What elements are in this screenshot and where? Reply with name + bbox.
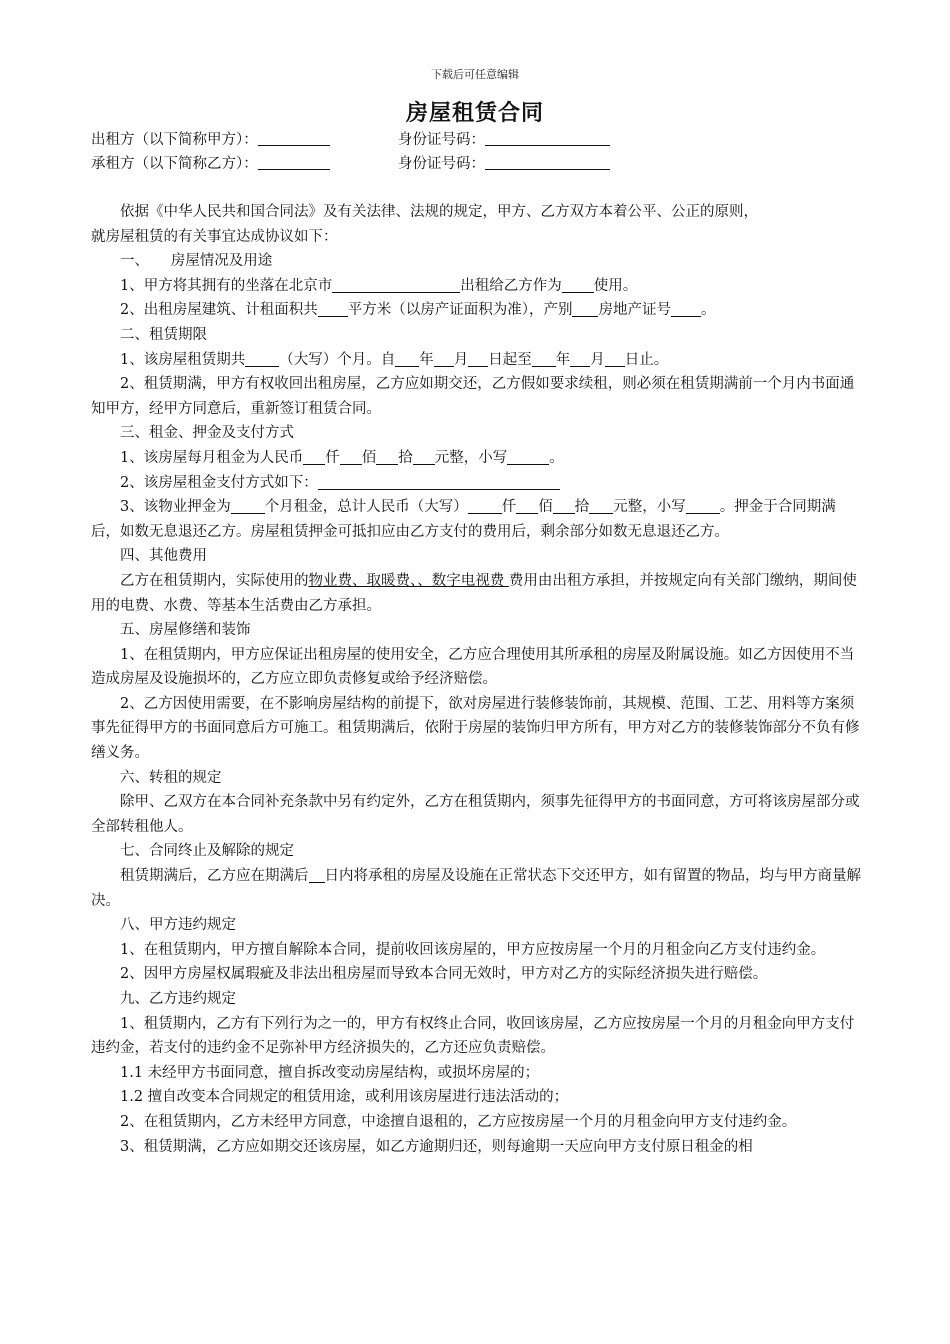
lessee-id-row bbox=[398, 152, 610, 173]
header-note: 下载后可任意编辑 bbox=[431, 68, 519, 81]
lessee-row bbox=[91, 152, 485, 173]
section-3-heading: 三、租金、押金及支付方式 bbox=[120, 425, 294, 442]
section-9-p1: 1、租赁期内，乙方有下列行为之一的，甲方有权终止合同，收回该房屋，乙方应按房屋一个月的月租金向甲方支付违约金，若支付的违约金不足弥补甲方经济损失的，乙方还应负责赔偿。 bbox=[91, 1015, 855, 1057]
lessor-id-label: 身份证号码： bbox=[398, 132, 485, 148]
end-month-blank[interactable] bbox=[570, 351, 590, 367]
rent-thousands-blank[interactable] bbox=[303, 449, 325, 465]
section-9-heading: 九、乙方违约规定 bbox=[120, 991, 236, 1007]
section-3-p3: 3、该物业押金为 个月租金，总计人民币（大写） 仟 佰 拾 元整，小写 。押金于合同期满后，如数无息退还乙方。房屋租赁押金可抵扣应由乙方支付的费用后，剩余部分如数无息退还乙方。 bbox=[91, 499, 836, 540]
area-blank[interactable] bbox=[318, 302, 348, 318]
lessee-label: 承租方（以下简称乙方）： bbox=[91, 156, 258, 172]
section-6-heading: 六、转租的规定 bbox=[120, 769, 222, 786]
deposit-hundreds-blank[interactable] bbox=[516, 499, 538, 515]
deposit-numeric-blank[interactable] bbox=[686, 499, 720, 515]
section-7-p1: 租赁期满后，乙方应在期满后 日内将承租的房屋及设施在正常状态下交还甲方，如有留置的物品，均与甲方商量解决。 bbox=[91, 868, 861, 909]
section-9-p1-1: 1.1 未经甲方书面同意，擅自拆改变动房屋结构，或损坏房屋的； bbox=[120, 1064, 540, 1081]
deposit-tens-blank[interactable] bbox=[553, 499, 575, 515]
section-4-p1: 乙方在租赁期内，实际使用的物业费、取暖费、、数字电视费 费用由出租方承担，并按规定向有关部门缴纳，期间使用的电费、水费、等基本生活费由乙方承担。 bbox=[91, 572, 857, 614]
section-8-p2: 2、因甲方房屋权属瑕疵及非法出租房屋而导致本合同无效时，甲方对乙方的实际经济损失进行赔偿。 bbox=[120, 966, 768, 983]
section-5-p2: 2、乙方因使用需要，在不影响房屋结构的前提下，欲对房屋进行装修装饰前，其规模、范围、工艺、用料等方案须事先征得甲方的书面同意后方可施工。租赁期满后，依附于房屋的装饰归甲方所有，甲方对乙方的装修装饰部分不负有修缮义务。 bbox=[91, 695, 860, 762]
start-month-blank[interactable] bbox=[434, 351, 454, 367]
section-1-heading: 一、 房屋情况及用途 bbox=[120, 253, 273, 270]
lessee-id-label: 身份证号码： bbox=[398, 156, 485, 172]
section-1-p2: 2、出租房屋建筑、计租面积共 平方米（以房产证面积为准），产别 房地产证号 。 bbox=[120, 302, 716, 319]
lessor-id-row bbox=[398, 128, 610, 149]
lessor-row bbox=[91, 128, 485, 149]
lessee-id-blank[interactable] bbox=[485, 155, 610, 171]
preamble-line2: 就房屋租赁的有关事宜达成协议如下： bbox=[91, 228, 338, 245]
lessor-id-blank[interactable] bbox=[485, 131, 610, 147]
section-2-p2: 2、租赁期满，甲方有权收回出租房屋，乙方应如期交还，乙方假如要求续租，则必须在租赁期满前一个月内书面通知甲方，经甲方同意后，重新签订租赁合同。 bbox=[91, 376, 855, 417]
deposit-ones-blank[interactable] bbox=[589, 499, 613, 515]
landlord-fees: 物业费、取暖费、、数字电视费 bbox=[308, 572, 509, 589]
deposit-months-blank[interactable] bbox=[231, 499, 265, 515]
lessor-label: 出租方（以下简称甲方）： bbox=[91, 132, 258, 148]
section-3-p1: 1、该房屋每月租金为人民币 仟 佰 拾 元整，小写 。 bbox=[120, 449, 564, 466]
use-blank[interactable] bbox=[562, 277, 594, 293]
section-3-p2: 2、该房屋租金支付方式如下： bbox=[91, 471, 863, 496]
section-1-p1: 1、甲方将其拥有的坐落在北京市 出租给乙方作为 使用。 bbox=[120, 277, 638, 294]
section-5-p1: 1、在租赁期内，甲方应保证出租房屋的使用安全，乙方应合理使用其所承租的房屋及附属设施。如乙方因使用不当造成房屋及设施损坏的，乙方应立即负责修复或给予经济赔偿。 bbox=[91, 646, 855, 688]
section-9-p2: 2、在租赁期内，乙方未经甲方同意，中途擅自退租的，乙方应按房屋一个月的月租金向甲方支付违约金。 bbox=[120, 1113, 797, 1130]
section-7-heading: 七、合同终止及解除的规定 bbox=[120, 843, 294, 860]
start-year-blank[interactable] bbox=[395, 351, 419, 367]
section-9-p1-2: 1.2 擅自改变本合同规定的租赁用途，或利用该房屋进行违法活动的； bbox=[120, 1089, 569, 1106]
section-2-p1: 1、该房屋租赁期共 （大写）个月。自 年 月 日起至 年 月 日止。 bbox=[120, 351, 669, 368]
term-months-blank[interactable] bbox=[245, 351, 279, 367]
section-8-p1: 1、在租赁期内，甲方擅自解除本合同，提前收回该房屋的，甲方应按房屋一个月的月租金向乙方支付违约金。 bbox=[120, 941, 826, 958]
section-6-p1: 除甲、乙双方在本合同补充条款中另有约定外，乙方在租赁期内，须事先征得甲方的书面同意，方可将该房屋部分或全部转租他人。 bbox=[91, 794, 860, 835]
payment-method-blank[interactable] bbox=[318, 474, 560, 490]
lessor-name-blank[interactable] bbox=[258, 131, 330, 147]
section-9-p3: 3、租赁期满，乙方应如期交还该房屋，如乙方逾期归还，则每逾期一天应向甲方支付原日租金的相 bbox=[120, 1138, 753, 1155]
end-day-blank[interactable] bbox=[605, 351, 625, 367]
preamble-line1: 依据《中华人民共和国合同法》及有关法律、法规的规定，甲方、乙方双方本着公平、公正的原则， bbox=[120, 204, 758, 220]
section-5-heading: 五、房屋修缮和装饰 bbox=[120, 622, 251, 639]
end-year-blank[interactable] bbox=[532, 351, 556, 367]
contract-body bbox=[91, 200, 863, 1159]
certificate-no-blank[interactable] bbox=[671, 302, 701, 318]
rent-tens-blank[interactable] bbox=[376, 449, 398, 465]
return-days-blank[interactable] bbox=[309, 868, 325, 884]
deposit-thousands-blank[interactable] bbox=[468, 499, 502, 515]
page-title: 房屋租赁合同 bbox=[405, 100, 544, 126]
lessee-name-blank[interactable] bbox=[258, 155, 330, 171]
rent-hundreds-blank[interactable] bbox=[340, 449, 362, 465]
address-blank[interactable] bbox=[332, 277, 460, 293]
rent-ones-blank[interactable] bbox=[413, 449, 435, 465]
section-4-heading: 四、其他费用 bbox=[120, 548, 207, 565]
start-day-blank[interactable] bbox=[468, 351, 488, 367]
section-8-heading: 八、甲方违约规定 bbox=[120, 917, 236, 934]
property-type-blank[interactable] bbox=[572, 302, 598, 318]
section-2-heading: 二、租赁期限 bbox=[120, 326, 207, 343]
rent-numeric-blank[interactable] bbox=[507, 449, 549, 465]
